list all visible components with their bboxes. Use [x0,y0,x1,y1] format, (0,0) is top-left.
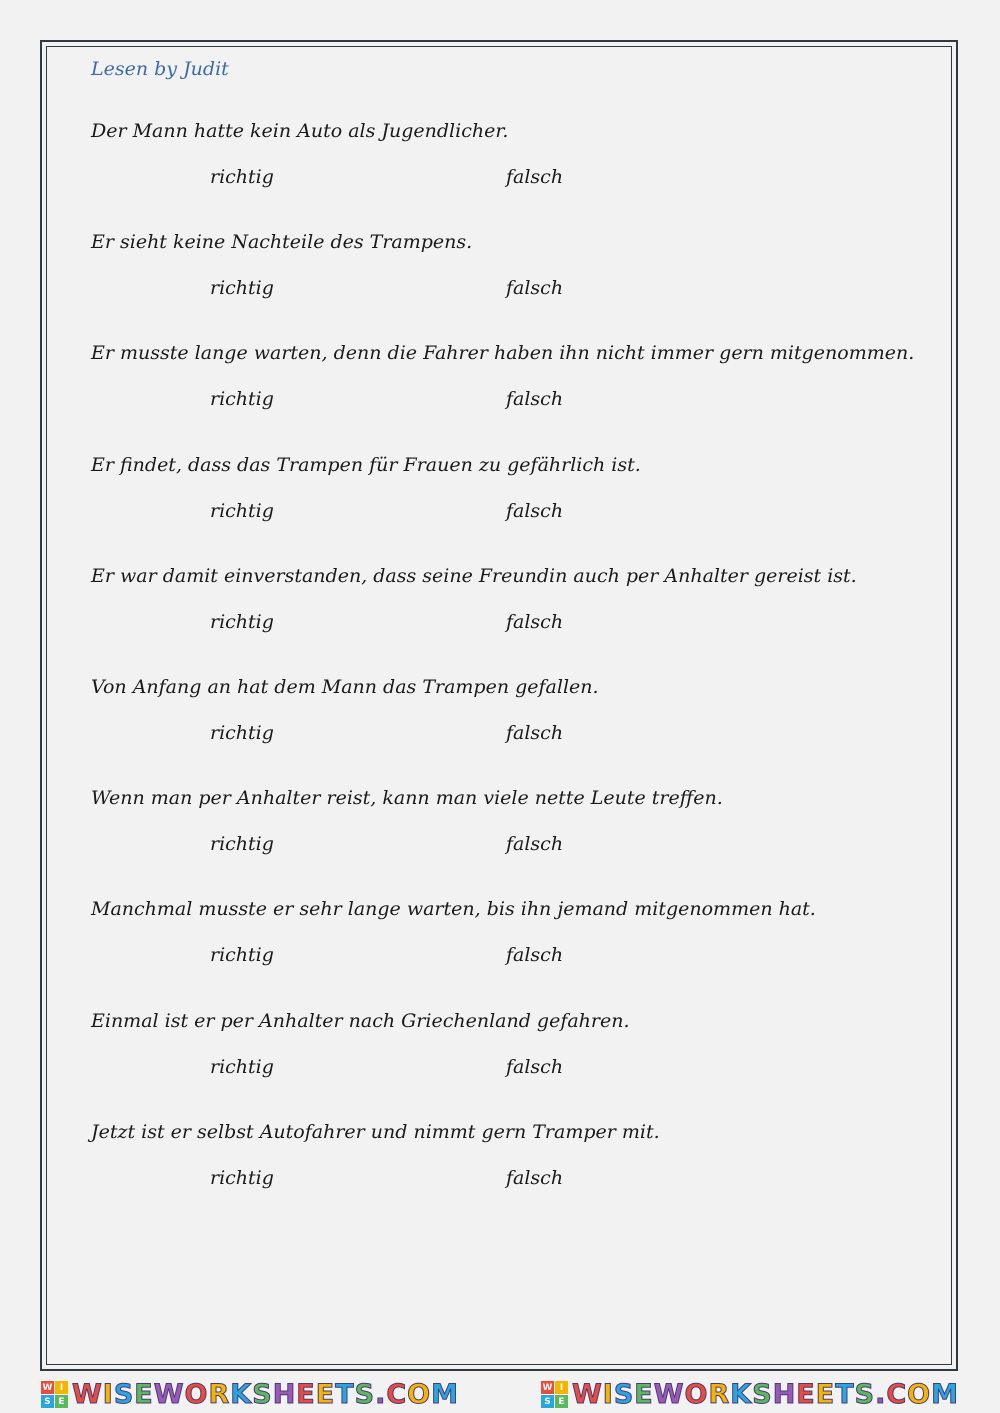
question-statement: Er findet, dass das Trampen für Frauen zu gefährlich ist. [91,453,641,476]
worksheet-title: Lesen by Judit [91,58,229,80]
question-item [91,120,971,231]
logo-letter: W [542,1382,553,1393]
option-richtig[interactable]: richtig [210,833,274,856]
watermark [541,1379,959,1410]
option-richtig[interactable]: richtig [210,1055,274,1078]
question-statement: Manchmal musste er sehr lange warten, bis ihn jemand mitgenommen hat. [91,898,816,921]
question-item [91,787,971,898]
logo-letter: I [555,1381,568,1394]
question-statement: Er war damit einverstanden, dass seine Freundin auch per Anhalter gereist ist. [91,564,857,587]
logo-letter: E [555,1395,568,1408]
option-falsch[interactable]: falsch [506,1166,564,1189]
question-statement: Er sieht keine Nachteile des Trampens. [91,231,473,254]
question-statement: Einmal ist er per Anhalter nach Griechenland gefahren. [91,1009,630,1032]
logo-letter: I [55,1381,68,1394]
option-richtig[interactable]: richtig [210,277,274,300]
question-statement: Wenn man per Anhalter reist, kann man viele nette Leute treffen. [91,787,723,810]
question-item [91,565,971,676]
question-statement: Er musste lange warten, denn die Fahrer haben ihn nicht immer gern mitgenommen. [91,342,915,365]
option-richtig[interactable]: richtig [210,610,274,633]
option-richtig[interactable]: richtig [210,388,274,411]
option-falsch[interactable]: falsch [506,166,564,188]
wiseworksheets-logo-icon [41,1381,68,1408]
watermark [41,1379,459,1410]
option-richtig[interactable]: richtig [210,1166,274,1189]
question-statement: Der Mann hatte kein Auto als Jugendlicher. [91,120,509,142]
watermark-text: WISEWORKSHEETS.COM [572,1379,959,1410]
question-statement: Von Anfang an hat dem Mann das Trampen gefallen. [91,676,599,698]
option-falsch[interactable]: falsch [506,944,564,967]
option-richtig[interactable]: richtig [210,944,274,967]
question-item [91,231,971,342]
watermark-text: WISEWORKSHEETS.COM [72,1379,459,1410]
question-statement: Jetzt ist er selbst Autofahrer und nimmt gern Tramper mit. [91,1120,660,1143]
question-item [91,676,971,787]
option-falsch[interactable]: falsch [506,388,564,411]
question-item [91,1121,971,1232]
option-richtig[interactable]: richtig [210,166,274,188]
option-falsch[interactable]: falsch [506,277,564,300]
logo-letter: E [55,1395,68,1408]
question-item [91,1010,971,1121]
question-item [91,454,971,565]
option-falsch[interactable]: falsch [506,499,564,522]
logo-letter: S [41,1395,54,1408]
option-falsch[interactable]: falsch [506,1055,564,1078]
logo-letter: W [42,1382,53,1393]
option-falsch[interactable]: falsch [506,610,564,633]
wiseworksheets-logo-icon [541,1381,568,1408]
question-item [91,898,971,1009]
option-richtig[interactable]: richtig [210,722,274,744]
option-falsch[interactable]: falsch [506,722,564,744]
option-richtig[interactable]: richtig [210,499,274,522]
option-falsch[interactable]: falsch [506,833,564,856]
question-item [91,342,971,453]
logo-letter: S [541,1395,554,1408]
watermark-footer [0,1376,1000,1413]
